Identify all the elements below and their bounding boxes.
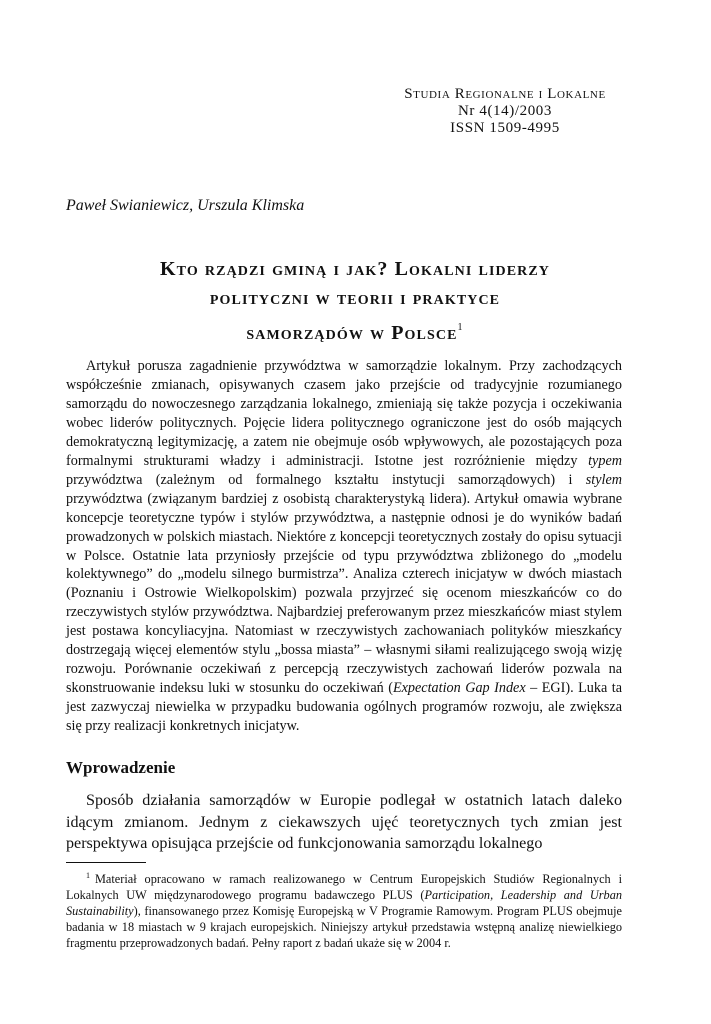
footnote-emphasis: Participation, Leadership and Urban Sustainability [66, 888, 622, 918]
footnote-text-1: Materiał opracowano w ramach realizowanego w Centrum Europejskich Studiów Regionalnych i Lokalnych UW międzynarodowego programu badawczego PLUS ( [66, 872, 622, 902]
section-heading: Wprowadzenie [66, 758, 176, 777]
abstract-text-1: Artykuł porusza zagadnienie przywództwa w samorządzie lokalnym. Przy zachodzących współcześnie zmianach, opisywanych czasem jako przejście od tradycyjnie rozumianego samorządu do nowoczesnego zarządzania lokalnego, zmieniają się także pozycja i oczekiwania wobec liderów politycznych. Pojęcie lidera politycznego ograniczone jest do osób mających demokratyczną legitymizację, a zatem nie obejmuje osób wpływowych, ale pozostających poza formalnymi strukturami władzy i administracji. Istotne jest rozróżnienie między [66, 358, 622, 469]
article-title [40, 255, 670, 348]
abstract-emphasis-type: typem [588, 452, 622, 469]
title-line-3 [40, 313, 670, 348]
article-authors: Paweł Swianiewicz, Urszula Klimska [66, 197, 305, 214]
journal-issue: Nr 4(14)/2003 [457, 103, 553, 119]
journal-issn: ISSN 1509-4995 [450, 120, 560, 136]
journal-header [380, 86, 630, 137]
footnote [66, 868, 622, 951]
abstract [66, 357, 622, 736]
abstract-text-3: przywództwa (związanym bardziej z osobistą charakterystyką lidera). Artykuł omawia wybrane koncepcje teoretyczne typów i stylów przywództwa, a następnie odnosi je do wyników badań prowadzonych w polskich miastach. Niektóre z koncepcji teoretycznych zostały do opisu sytuacji w Polsce. Ostatnie lata przyniosły przejście od typu przywództwa zbliżonego do „modelu kolektywnego” do „modelu silnego burmistrza”. Analiza czterech inicjatyw w dwóch miastach (Poznaniu i Ostrowie Wielkopolskim) pozwala przyjrzeć się ocenom mieszkańców co do rzeczywistych stylów przywództwa. Najbardziej preferowanym przez mieszkańców miast stylem jest postawa koncyliacyjna. Natomiast w rzeczywistych zachowaniach polityków mieszkańcy dostrzegają więcej elementów stylu „bossa miasta” – własnymi siłami realizującego swoją wizję rozwoju. Porównanie oczekiwań z percepcją rzeczywistych zachowań liderów pozwala na skonstruowanie indeksu luki w stosunku do oczekiwań ( [66, 490, 622, 697]
abstract-text-2: przywództwa (zależnym od formalnego kształtu instytucji samorządowych) i [66, 471, 586, 488]
abstract-emphasis-egi: Expectation Gap Index [392, 680, 526, 697]
footnote-number: 1 [86, 871, 90, 880]
title-line-1: Kto rządzi gminą i jak? Lokalni liderzy [159, 258, 551, 280]
body-paragraph: Sposób działania samorządów w Europie podlegał w ostatnich latach daleko idącym zmianom. Jednym z ciekawszych ujęć teoretycznych tych zmian jest perspektywa opisująca przejście od funkcjonowania samorządu lokalnego [66, 792, 622, 853]
title-line-3-text: samorządów w Polsce [246, 322, 458, 344]
abstract-emphasis-style: stylem [585, 471, 622, 488]
footnote-divider [66, 862, 146, 863]
footnote-text-2: ), finansowanego przez Komisję Europejską w V Programie Ramowym. Program PLUS obejmuje badania w 18 miastach w 9 krajach europejskich. Niniejszy artykuł przedstawia wstępną analizę niewielkiego fragmentu przeprowadzonych badań. Pełny raport z badań ukaże się w 2004 r. [66, 904, 622, 950]
title-footnote-mark: 1 [457, 322, 464, 333]
journal-name: Studia Regionalne i Lokalne [404, 86, 606, 102]
title-line-2: polityczni w teorii i praktyce [209, 287, 501, 309]
abstract-text-4: – EGI). Luka ta jest zazwyczaj niewielka w przypadku budowania ogólnych programów rozwoju, ale zwiększa się przy realizacji konkretnych inicjatyw. [66, 680, 622, 735]
